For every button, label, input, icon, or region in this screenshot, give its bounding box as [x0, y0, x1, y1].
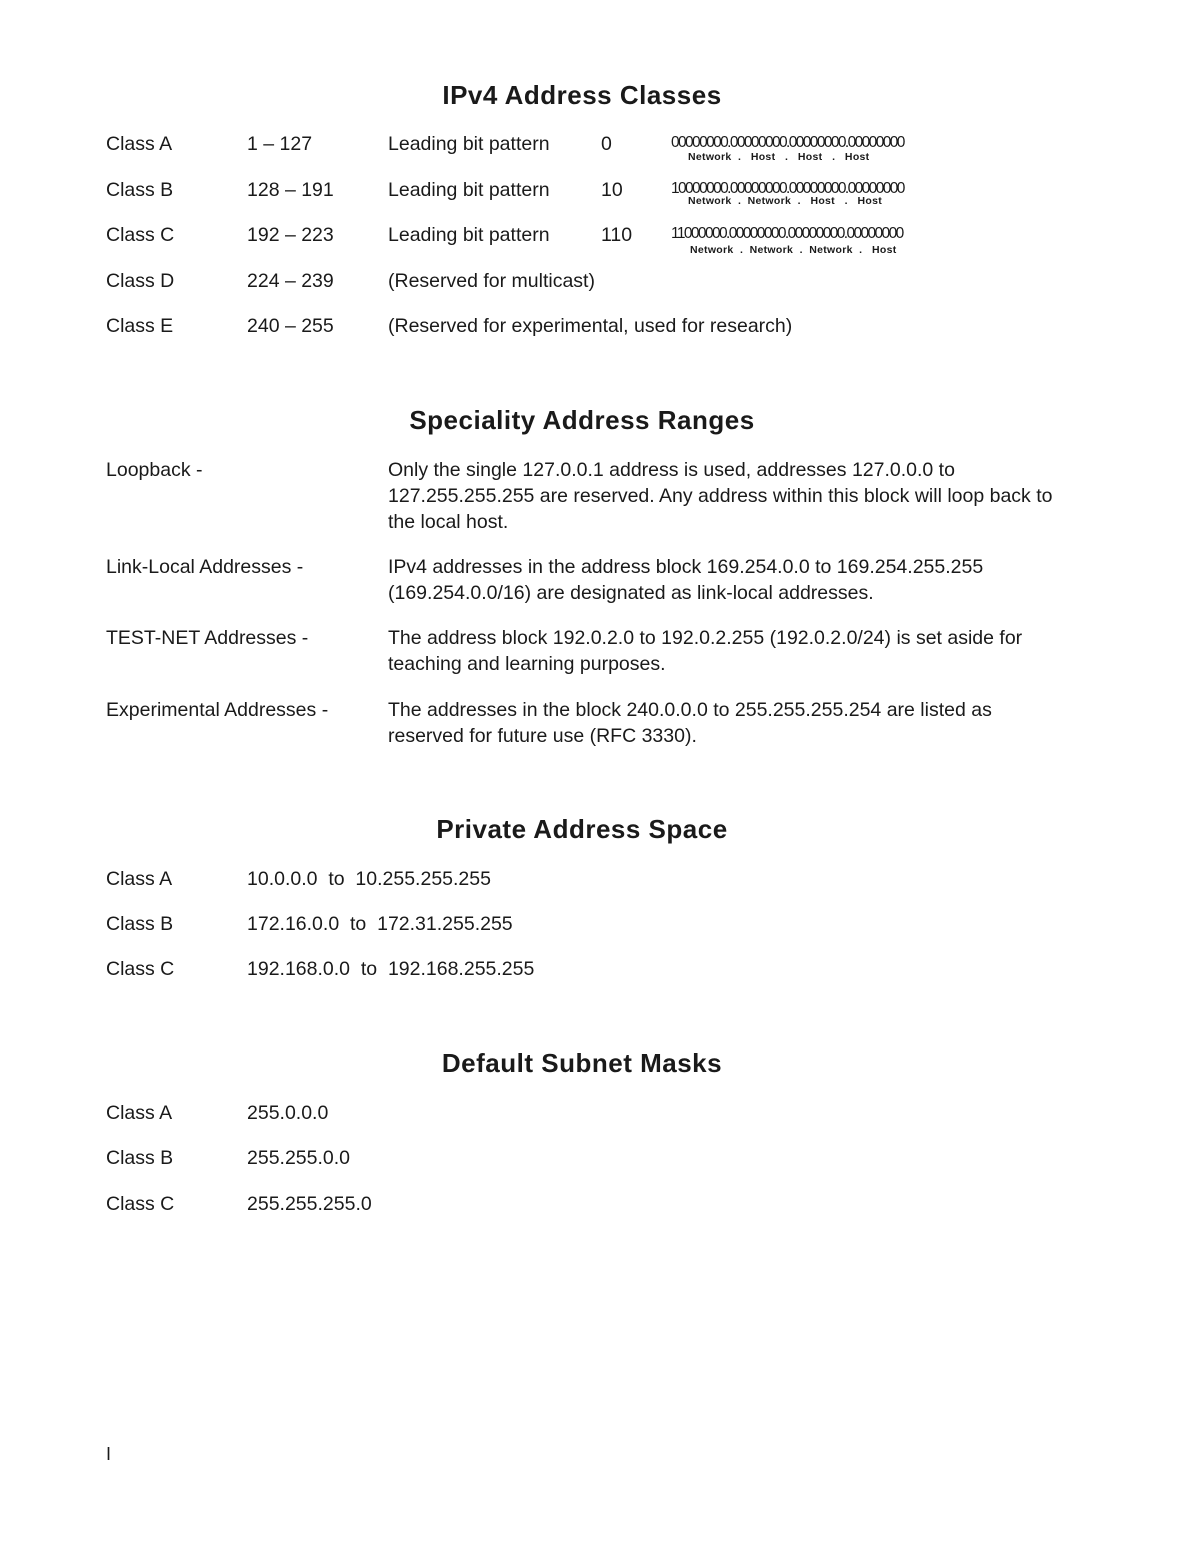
section-title-subnet-masks: Default Subnet Masks: [441, 1048, 723, 1078]
class-name: Class A: [106, 133, 173, 155]
subnet-mask: 255.0.0.0: [247, 1102, 329, 1124]
bit-layout-labels: Network . Host . Host . Host: [688, 151, 870, 163]
speciality-label: Loopback -: [106, 459, 203, 481]
bit-layout-labels: Network . Network . Host . Host: [688, 195, 883, 207]
mask-class-name: Class A: [106, 1102, 173, 1124]
subnet-mask: 255.255.255.0: [247, 1193, 372, 1215]
section-title-address-classes: IPv4 Address Classes: [442, 80, 722, 110]
class-range: 224 – 239: [247, 270, 334, 292]
class-name: Class C: [106, 224, 175, 246]
speciality-description: Only the single 127.0.0.1 address is used, addresses 127.0.0.0 to 127.255.255.255 are reserved. Any address within this block will loop back to the local host.: [388, 459, 1053, 533]
section-title-private-space: Private Address Space: [436, 814, 728, 844]
section-title-speciality-ranges: Speciality Address Ranges: [409, 405, 755, 435]
speciality-label: Experimental Addresses -: [106, 699, 329, 721]
speciality-description: IPv4 addresses in the address block 169.254.0.0 to 169.254.255.255 (169.254.0.0/16) are designated as link-local addresses.: [388, 556, 984, 604]
bit-layout: 11000000.00000000.00000000.00000000: [671, 225, 903, 242]
pattern-label: Leading bit pattern: [388, 179, 550, 201]
mask-class-name: Class C: [106, 1193, 175, 1215]
private-range: 192.168.0.0 to 192.168.255.255: [247, 958, 535, 980]
class-range: 240 – 255: [247, 315, 334, 337]
class-name: Class E: [106, 315, 174, 337]
class-note: (Reserved for experimental, used for research): [388, 315, 793, 337]
page-mark: I: [106, 1444, 112, 1464]
speciality-description: The addresses in the block 240.0.0.0 to 255.255.255.254 are listed as reserved for future use (RFC 3330).: [388, 699, 992, 747]
leading-bit-pattern: 10: [601, 179, 623, 201]
class-name: Class D: [106, 270, 175, 292]
speciality-label: Link-Local Addresses -: [106, 556, 304, 578]
bit-layout: 00000000.00000000.00000000.00000000: [671, 134, 904, 151]
class-range: 1 – 127: [247, 133, 313, 155]
leading-bit-pattern: 0: [601, 133, 612, 155]
private-class-name: Class A: [106, 868, 173, 890]
pattern-label: Leading bit pattern: [388, 224, 550, 246]
private-range: 10.0.0.0 to 10.255.255.255: [247, 868, 491, 890]
private-range: 172.16.0.0 to 172.31.255.255: [247, 913, 513, 935]
bit-layout-labels: Network . Network . Network . Host: [690, 244, 897, 256]
class-name: Class B: [106, 179, 174, 201]
subnet-mask: 255.255.0.0: [247, 1147, 351, 1169]
mask-class-name: Class B: [106, 1147, 174, 1169]
class-range: 128 – 191: [247, 179, 334, 201]
class-note: (Reserved for multicast): [388, 270, 595, 292]
private-class-name: Class C: [106, 958, 175, 980]
bit-layout: 10000000.00000000.00000000.00000000: [671, 180, 904, 197]
leading-bit-pattern: 110: [601, 224, 633, 246]
speciality-label: TEST-NET Addresses -: [106, 627, 309, 649]
class-range: 192 – 223: [247, 224, 334, 246]
speciality-description: The address block 192.0.2.0 to 192.0.2.255 (192.0.2.0/24) is set aside for teaching and learning purposes.: [388, 627, 1023, 675]
pattern-label: Leading bit pattern: [388, 133, 550, 155]
private-class-name: Class B: [106, 913, 174, 935]
